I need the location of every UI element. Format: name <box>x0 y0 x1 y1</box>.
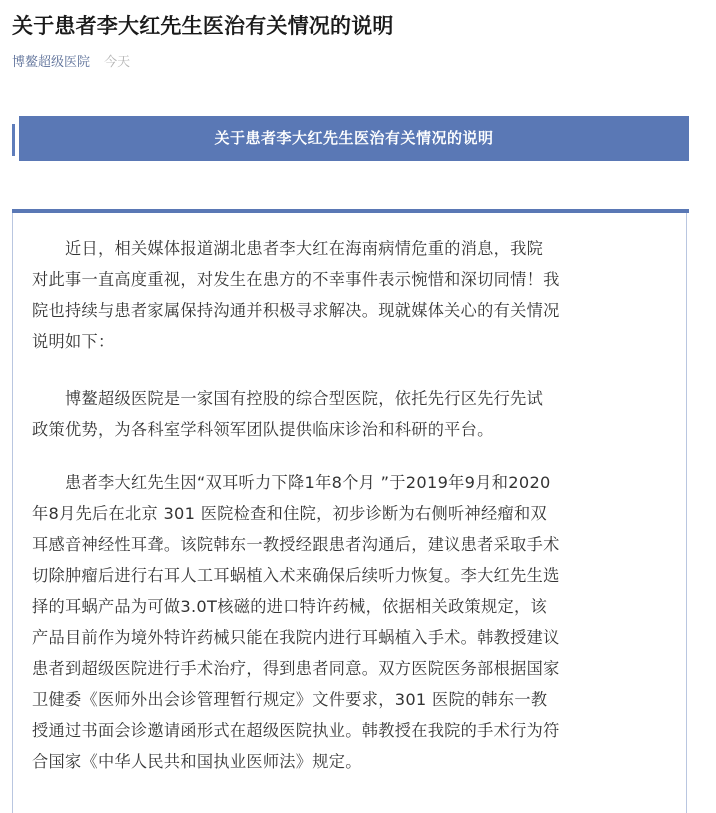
section-banner: 关于患者李大红先生医治有关情况的说明 <box>19 116 689 161</box>
paragraph-line: 授通过书面会诊邀请函形式在超级医院执业。韩教授在我院的手术行为符 <box>32 721 560 740</box>
paragraph-line: 博鳌超级医院是一家国有控股的综合型医院，依托先行区先行先试 <box>65 389 544 408</box>
paragraph-line: 切除肿瘤后进行右耳人工耳蜗植入术来确保后续听力恢复。李大红先生选 <box>32 566 560 585</box>
paragraph-line: 近日，相关媒体报道湖北患者李大红在海南病情危重的消息，我院 <box>65 239 544 258</box>
paragraph-2 <box>32 383 543 445</box>
account-name-link[interactable]: 博鳌超级医院 <box>12 55 91 70</box>
banner-accent-bar <box>12 124 15 156</box>
paragraph-3 <box>32 467 560 777</box>
paragraph-1 <box>32 233 560 357</box>
paragraph-line: 择的耳蜗产品为可做3.0T核磁的进口特许药械，依据相关政策规定，该 <box>32 597 547 616</box>
paragraph-line: 说明如下： <box>32 332 115 351</box>
paragraph-line: 产品目前作为境外特许药械只能在我院内进行耳蜗植入手术。韩教授建议 <box>32 628 560 647</box>
paragraph-line: 患者到超级医院进行手术治疗，得到患者同意。双方医院医务部根据国家 <box>32 659 560 678</box>
paragraph-line: 患者李大红先生因“双耳听力下降1年8个月 ”于2019年9月和2020 <box>65 473 551 492</box>
paragraph-line: 对此事一直高度重视，对发生在患方的不幸事件表示惋惜和深切同情！我 <box>32 270 560 289</box>
publish-time: 今天 <box>104 55 131 70</box>
paragraph-line: 年8月先后在北京 301 医院检查和住院，初步诊断为右侧听神经瘤和双 <box>32 504 547 523</box>
paragraph-line: 院也持续与患者家属保持沟通并积极寻求解决。现就媒体关心的有关情况 <box>32 301 560 320</box>
article-title: 关于患者李大红先生医治有关情况的说明 <box>12 14 394 38</box>
article-meta <box>12 54 130 72</box>
paragraph-line: 耳感音神经性耳聋。该院韩东一教授经跟患者沟通后，建议患者采取手术 <box>32 535 560 554</box>
paragraph-line: 卫健委《医师外出会诊管理暂行规定》文件要求，301 医院的韩东一教 <box>32 690 548 709</box>
content-box <box>12 213 687 813</box>
paragraph-line: 政策优势，为各科室学科领军团队提供临床诊治和科研的平台。 <box>32 420 494 439</box>
paragraph-line: 合国家《中华人民共和国执业医师法》规定。 <box>32 752 362 771</box>
